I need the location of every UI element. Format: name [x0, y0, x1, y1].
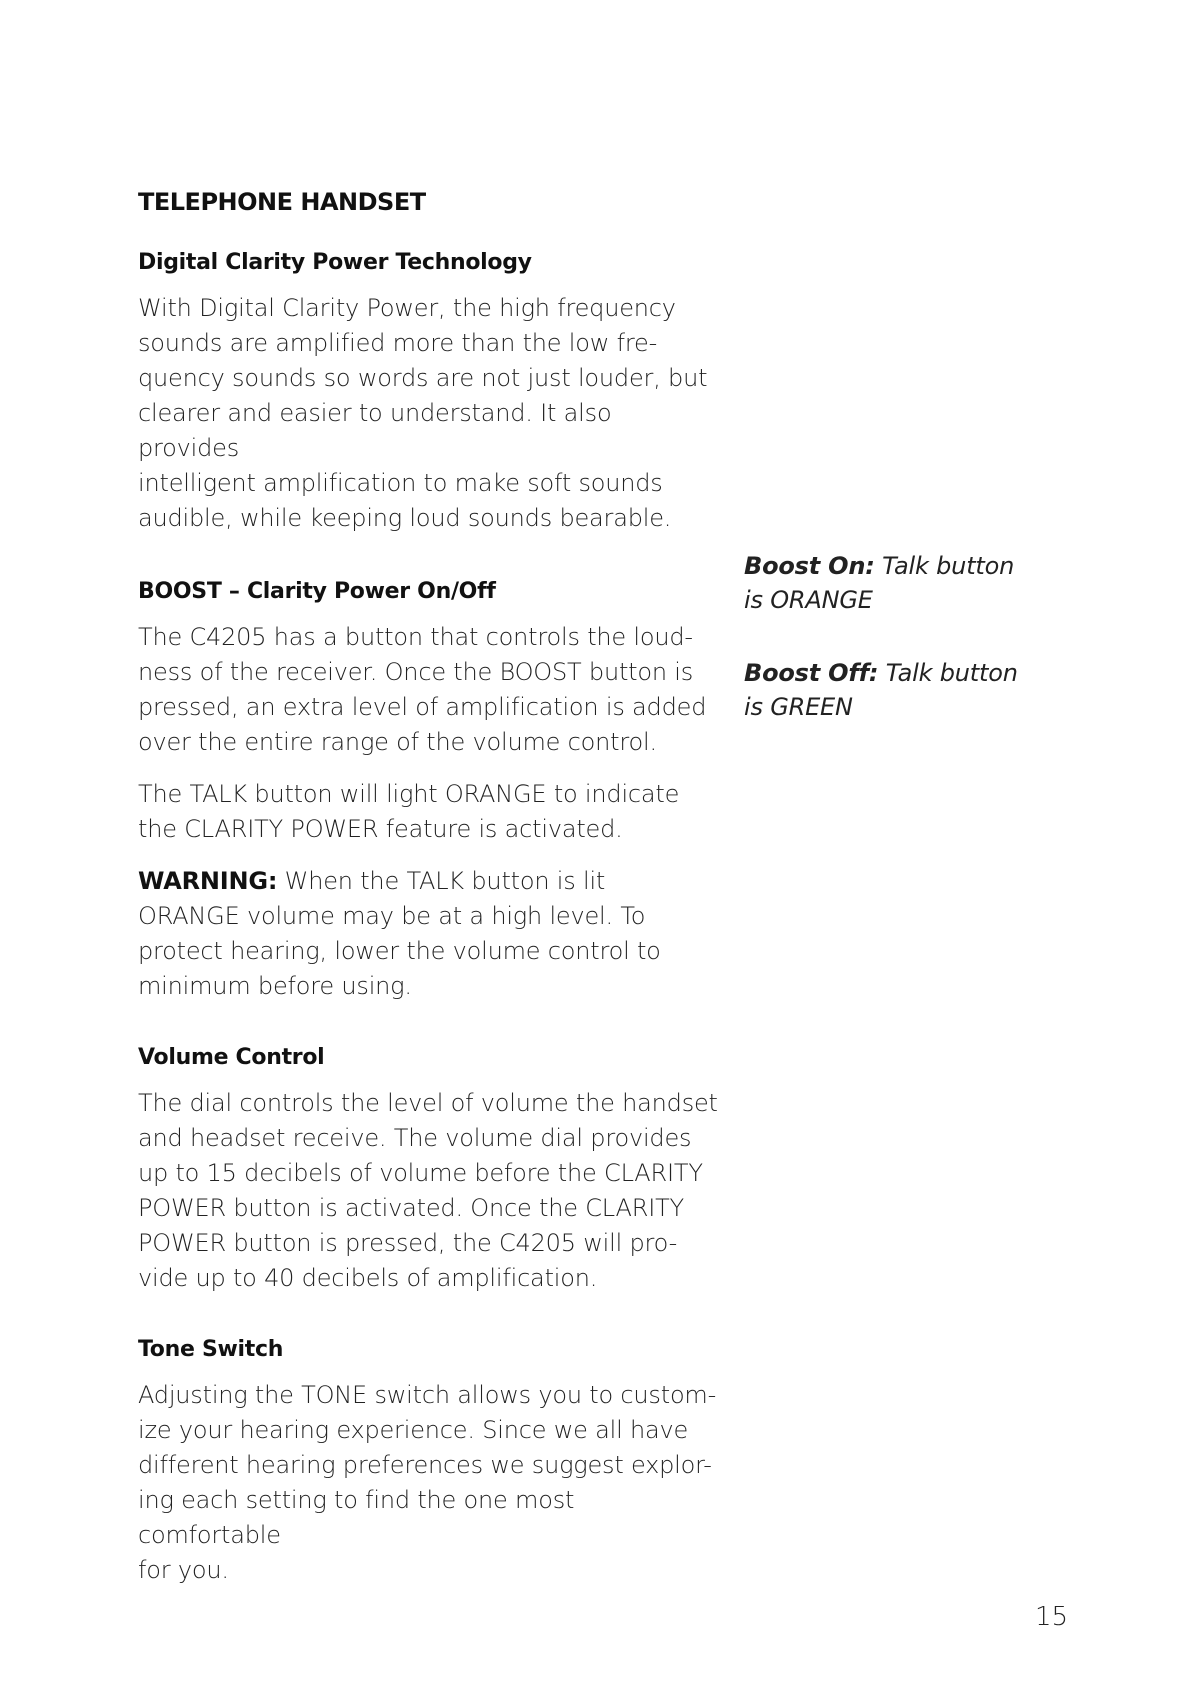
sidenote-boost-on-text: Talk button is ORANGE — [744, 552, 1015, 614]
section-title-tone: Tone Switch — [138, 1337, 284, 1362]
page-heading: TELEPHONE HANDSET — [138, 188, 426, 216]
section-body-tone: Adjusting the TONE switch allows you to custom- ize your hearing experience. Since we all have different hearing preferences we suggest explor- ing each setting to find the one most comfortable for you. — [138, 1381, 717, 1584]
warning-paragraph — [138, 864, 718, 1004]
section-body-boost-2: The TALK button will light ORANGE to indicate the CLARITY POWER feature is activated. — [138, 780, 680, 843]
sidenote-boost-on-label: Boost On: — [744, 552, 875, 580]
section-body-boost-1: The C4205 has a button that controls the loud- ness of the receiver. Once the BOOST button is pressed, an extra level of amplification is added over the entire range of the volume control. — [138, 623, 707, 756]
section-title-digital-clarity: Digital Clarity Power Technology — [138, 250, 532, 275]
sidenote-boost-off — [744, 656, 1044, 724]
page-number: 15 — [1035, 1602, 1069, 1632]
section-title-boost: BOOST – Clarity Power On/Off — [138, 579, 496, 604]
sidenote-boost-off-text: Talk button is GREEN — [744, 659, 1018, 721]
warning-label: WARNING: — [138, 867, 278, 895]
warning-text: When the TALK button is lit ORANGE volume may be at a high level. To protect hearing, lower the volume control to minimum before using. — [138, 867, 661, 1000]
sidenotes — [744, 549, 1044, 763]
main-column — [138, 188, 718, 1588]
section-body-digital-clarity: With Digital Clarity Power, the high frequency sounds are amplified more than the low fre- quency sounds so words are not just louder, but clearer and easier to understand. It also provides intelligent amplification to make soft sounds audible, while keeping loud sounds bearable. — [138, 294, 708, 532]
section-title-volume: Volume Control — [138, 1045, 325, 1070]
sidenote-boost-on — [744, 549, 1044, 617]
sidenote-boost-off-label: Boost Off: — [744, 659, 879, 687]
section-body-volume: The dial controls the level of volume the handset and headset receive. The volume dial provides up to 15 decibels of volume before the CLARITY POWER button is activated. Once the CLARITY POWER button is pressed, the C4205 will pro- vide up to 40 decibels of amplification. — [138, 1089, 718, 1292]
